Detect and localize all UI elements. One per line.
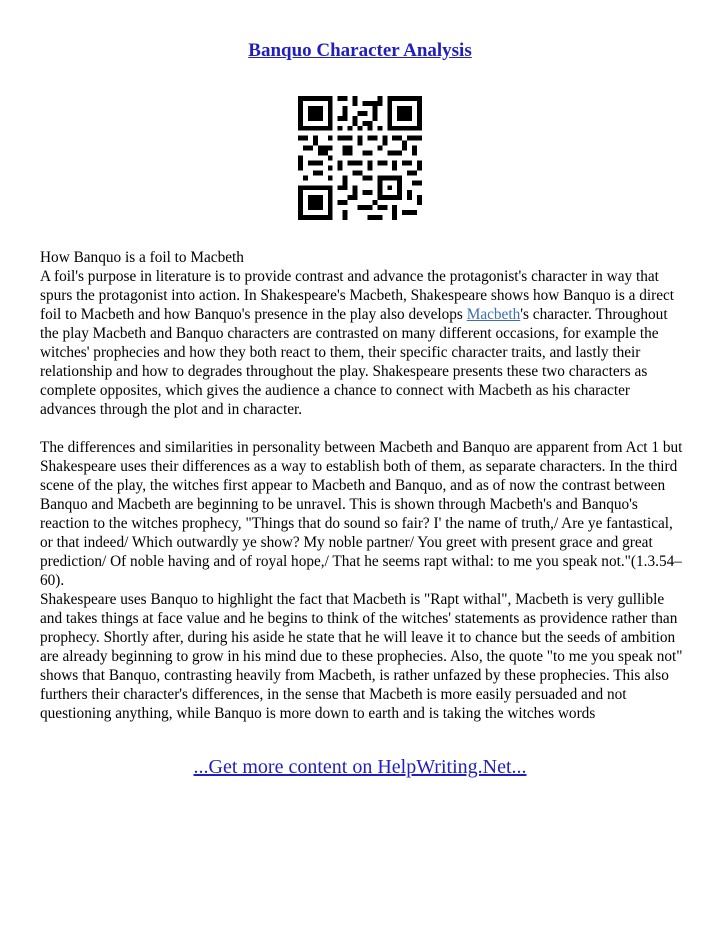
article-body [40, 248, 684, 723]
paragraph-3: Shakespeare uses Banquo to highlight the fact that Macbeth is "Rapt withal", Macbeth is very gullible and takes things at face value and he begins to think of the witches' statements as providence rather than prophecy. Shortly after, during his aside he state that he will leave it to chance but the seeds of ambition are already beginning to grow in his mind due to these prophecies. Also, the quote "to me you speak not" shows that Banquo, contrasting heavily from Macbeth, is rather unfazed by these prophecies. This also furthers their character's differences, in the sense that Macbeth is more easily persuaded and not questioning anything, while Banquo is more down to earth and is taking the witches words [40, 591, 683, 722]
get-more-content-link[interactable]: ...Get more content on HelpWriting.Net... [193, 756, 527, 778]
paragraph-1-text-b: 's character. Throughout the play Macbeth and Banquo characters are contrasted on many different occasions, for example the witches' prophecies and how they both react to them, their specific character traits, and lastly their relationship and how to degrades throughout the play. Shakespeare presents these two characters as complete opposites, which gives the audience a chance to connect with Macbeth as his character advances through the plot and in character. [40, 306, 668, 418]
paragraph-2: The differences and similarities in personality between Macbeth and Banquo are apparent from Act 1 but Shakespeare uses their differences as a way to establish both of them, as separate characters. In the third scene of the play, the witches first appear to Macbeth and Banquo, and as of now the contrast between Banquo and Macbeth are beginning to be unravel. This is shown through Macbeth's and Banquo's reaction to the witches prophecy, "Things that do sound so fair? I' the name of truth,/ Are ye fantastical, or that indeed/ Which outwardly ye show? My noble partner/ You greet with present grace and great prediction/ Of noble having and of royal hope,/ That he seems rapt withal: to me you speak not."(1.3.54–60). [40, 439, 683, 589]
title-link[interactable]: Banquo Character Analysis [248, 40, 472, 61]
paragraph-gap [40, 419, 684, 438]
macbeth-link[interactable]: Macbeth [466, 306, 521, 323]
section-heading: How Banquo is a foil to Macbeth [40, 249, 244, 266]
paragraph-1-text-a: A foil's purpose in literature is to provide contrast and advance the protagonist's character in way that spurs the protagonist into action. In Shakespeare's Macbeth, Shakespeare shows how Banquo is a direct foil to Macbeth and how Banquo's presence in the play also develops [40, 268, 675, 323]
qr-code [298, 96, 422, 220]
paragraph-1 [40, 267, 684, 419]
